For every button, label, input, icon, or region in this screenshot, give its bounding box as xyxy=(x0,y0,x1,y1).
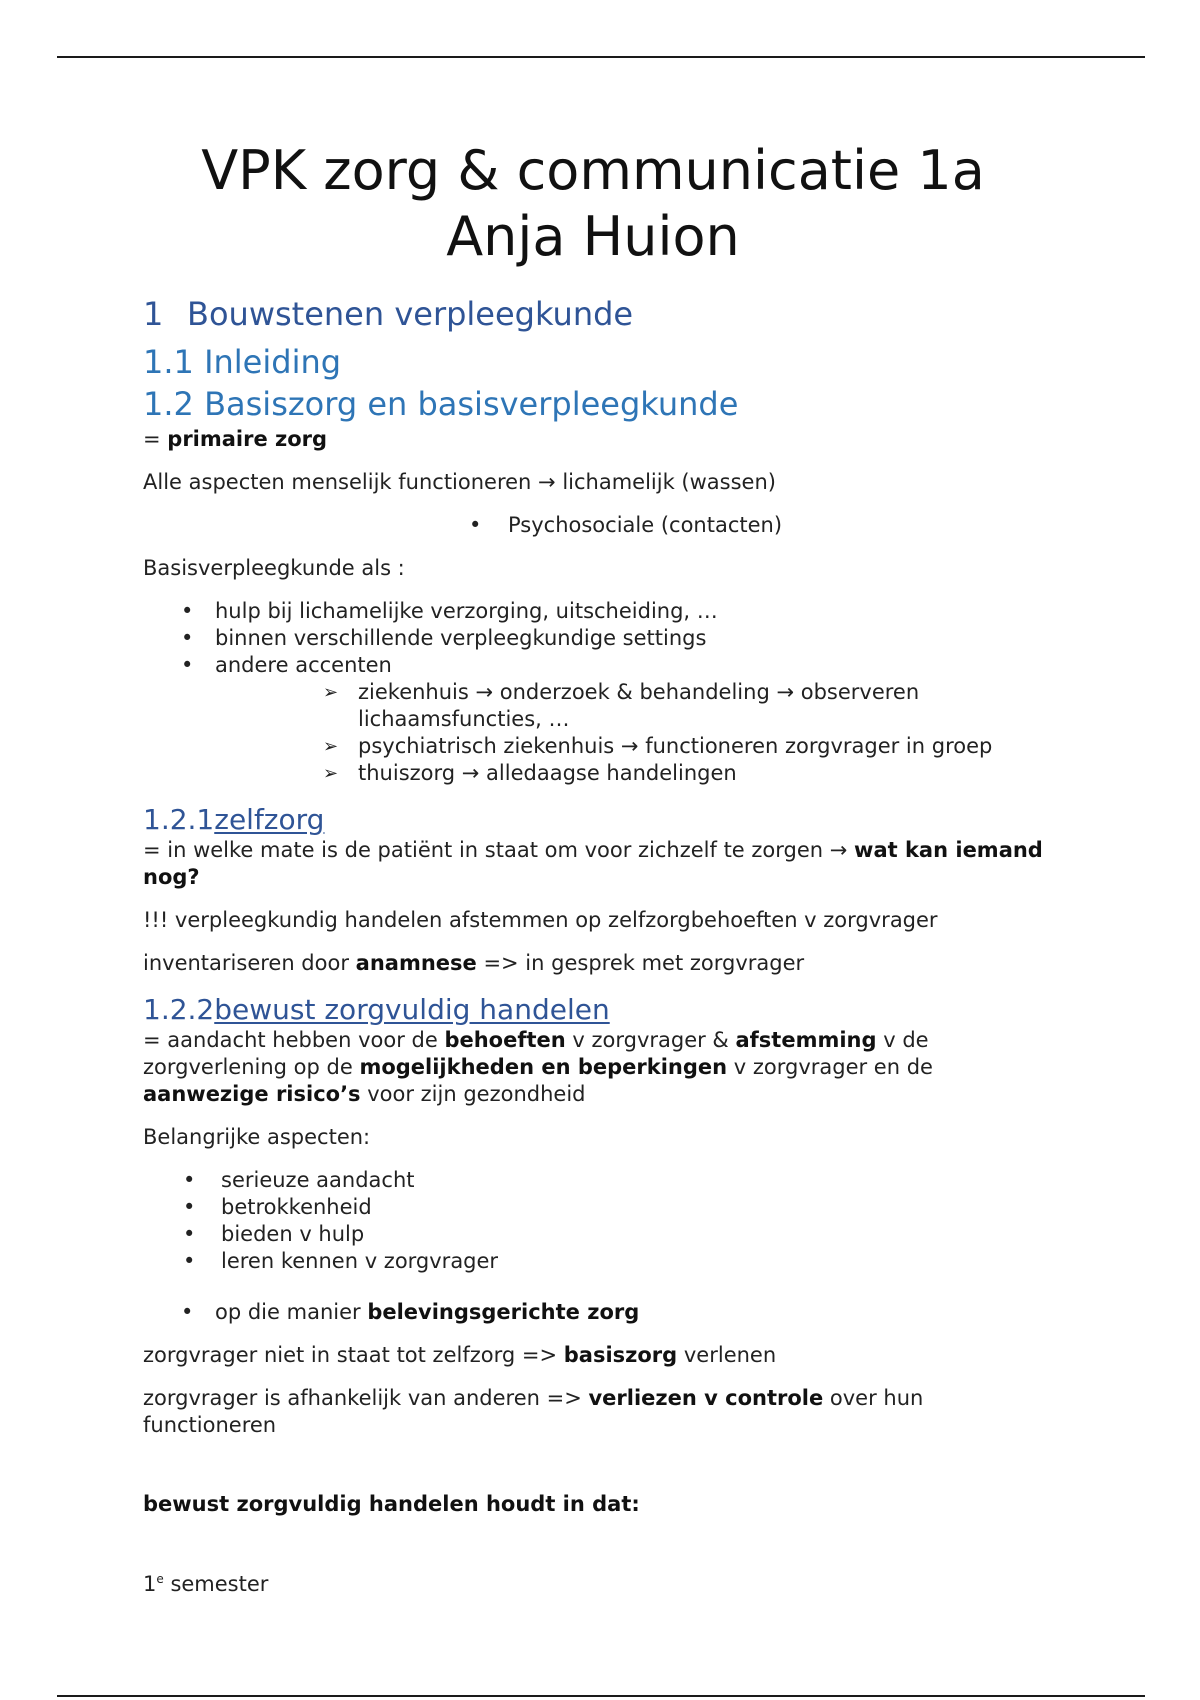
basis-bullets xyxy=(143,598,1043,679)
psychosocial-item: • Psychosociale (contacten) xyxy=(143,512,1043,539)
basis-intro: Basisverpleegkunde als : xyxy=(143,556,405,580)
list-item: • binnen verschillende verpleegkundige settings xyxy=(143,625,1043,652)
controle-line: zorgvrager is afhankelijk van anderen => verliezen v controle over hun functioneren xyxy=(143,1386,924,1437)
heading-section-1-1: 1.1 Inleiding xyxy=(143,343,342,381)
aspects-list xyxy=(143,1167,1043,1275)
list-item: • bieden v hulp xyxy=(143,1221,1043,1248)
section-1-number: 1 xyxy=(143,295,164,333)
footer-rule xyxy=(57,1695,1145,1697)
aspects-intro: Belangrijke aspecten: xyxy=(143,1125,371,1149)
document-title xyxy=(143,138,1043,270)
heading-section-1-2-2: 1.2.2bewust zorgvuldig handelen xyxy=(143,993,610,1026)
title-line-1: VPK zorg & communicatie 1a xyxy=(201,139,985,202)
basiszorg-line: zorgvrager niet in staat tot zelfzorg => basiszorg verlenen xyxy=(143,1343,777,1367)
list-item: ➢ psychiatrisch ziekenhuis → functioneren zorgvrager in groep xyxy=(143,733,1018,760)
zelfzorg-note: !!! verpleegkundig handelen afstemmen op zelfzorgbehoeften v zorgvrager xyxy=(143,908,938,932)
title-line-2: Anja Huion xyxy=(446,205,740,268)
footer-semester: 1e semester xyxy=(143,1572,269,1596)
aspects-line: Alle aspecten menselijk functioneren → lichamelijk (wassen) xyxy=(143,470,776,494)
spacer xyxy=(143,1455,1043,1491)
list-item: • betrokkenheid xyxy=(143,1194,1043,1221)
setting-subitems xyxy=(143,679,1043,787)
houdt-in-heading: bewust zorgvuldig handelen houdt in dat: xyxy=(143,1492,640,1516)
zelfzorg-definition: = in welke mate is de patiënt in staat om voor zichzelf te zorgen → wat kan iemand nog? xyxy=(143,838,1043,889)
manner-list xyxy=(143,1299,1043,1326)
heading-section-1-2-1: 1.2.1zelfzorg xyxy=(143,803,325,836)
list-item: ➢ thuiszorg → alledaagse handelingen xyxy=(143,760,1018,787)
list-item: • leren kennen v zorgvrager xyxy=(143,1248,1043,1275)
zelfzorg-link[interactable]: zelfzorg xyxy=(214,803,325,836)
list-item: • serieuze aandacht xyxy=(143,1167,1043,1194)
list-item: • andere accenten xyxy=(143,652,1043,679)
primaire-zorg-definition: = primaire zorg xyxy=(143,427,328,451)
document-body xyxy=(143,138,1043,1614)
list-item: • op die manier belevingsgerichte zorg xyxy=(143,1299,1043,1326)
list-item: • hulp bij lichamelijke verzorging, uitscheiding, … xyxy=(143,598,1043,625)
list-item: ➢ ziekenhuis → onderzoek & behandeling → observeren lichaamsfuncties, … xyxy=(143,679,1018,733)
spacer xyxy=(143,1534,1043,1566)
bewust-definition: = aandacht hebben voor de behoeften v zorgvrager & afstemming v de zorgverlening op de mogelijkheden en beperkingen v zorgvrager en de aanwezige risico’s voor zijn gezondheid xyxy=(143,1028,933,1106)
heading-section-1-2: 1.2 Basiszorg en basisverpleegkunde xyxy=(143,385,739,423)
bewust-zorgvuldig-link[interactable]: bewust zorgvuldig handelen xyxy=(214,993,610,1026)
header-rule xyxy=(57,56,1145,58)
inventariseren-line: inventariseren door anamnese => in gesprek met zorgvrager xyxy=(143,951,805,975)
section-1-title: Bouwstenen verpleegkunde xyxy=(187,295,634,333)
heading-section-1 xyxy=(143,294,1043,334)
